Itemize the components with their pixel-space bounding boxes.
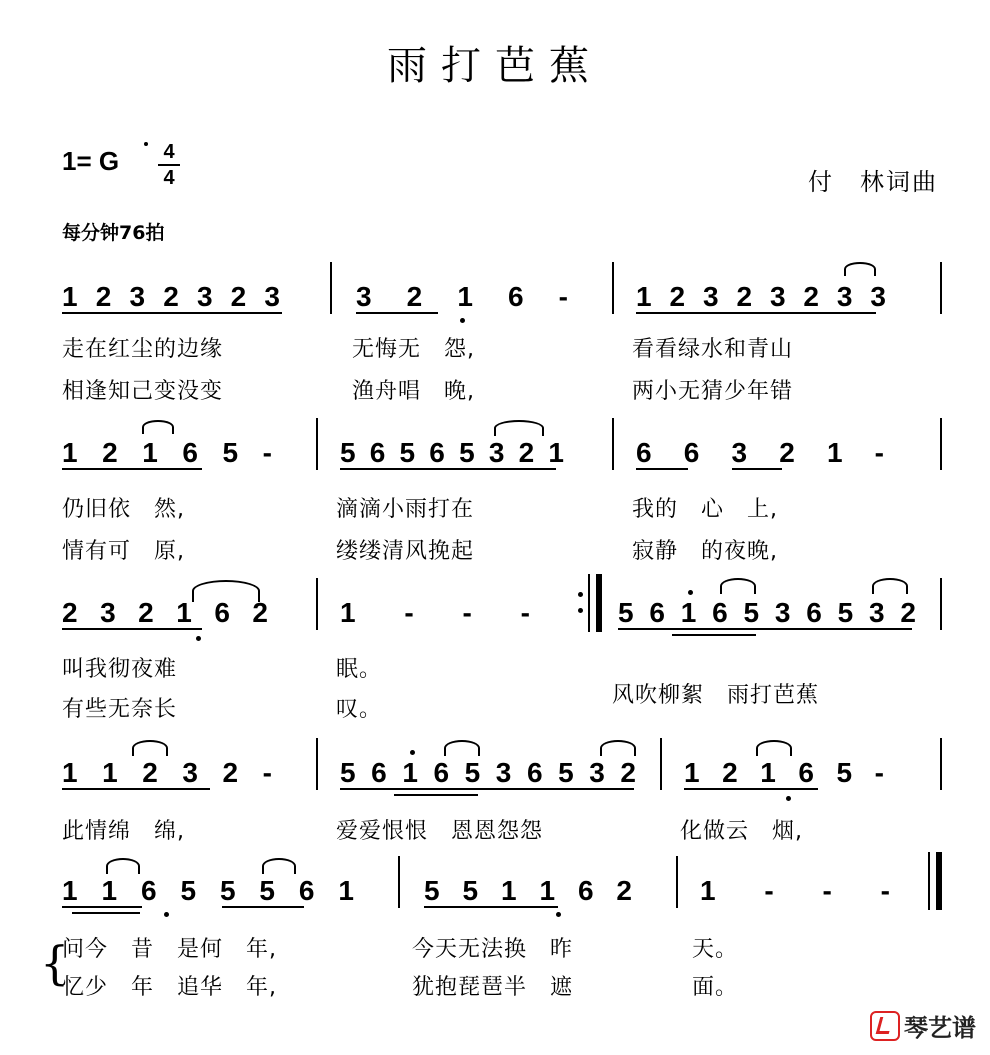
note: 1 [539, 875, 556, 906]
slur [444, 740, 480, 756]
logo-mark-icon [870, 1011, 900, 1041]
measure-3 [636, 280, 886, 314]
note: 2 [222, 757, 239, 788]
lyric-line: 走在红尘的边缘 [62, 337, 224, 362]
song-title: 雨打芭蕉 [387, 43, 603, 89]
score-row-3 [0, 596, 990, 636]
note: 2 [779, 437, 795, 468]
note: - [262, 757, 272, 788]
lyric-line: 看看绿水和青山 [632, 337, 794, 362]
note: 5 [222, 437, 239, 468]
note: 5 [836, 757, 853, 788]
lyric-line: 此情绵 绵, [62, 819, 185, 844]
note: 6 [369, 437, 386, 468]
barline [612, 418, 614, 470]
note: 5 [259, 875, 275, 906]
underline [222, 906, 304, 908]
barline [676, 856, 678, 908]
barline [660, 738, 662, 790]
lyric-line: 眠。 [336, 657, 383, 682]
note: 6 [433, 757, 450, 788]
measure-14 [424, 874, 632, 908]
lyric-line: 寂静 的夜晚, [632, 539, 778, 564]
barline [940, 418, 942, 470]
note: 2 [620, 757, 636, 788]
repeat-dot [578, 592, 583, 597]
note: 1 [340, 597, 356, 628]
lyric-line: 两小无猜少年错 [632, 379, 794, 404]
note: 3 [100, 597, 116, 628]
underline [340, 788, 634, 790]
underline [424, 906, 558, 908]
underline [618, 628, 912, 630]
note: 2 [736, 281, 753, 312]
note: 3 [264, 281, 280, 312]
lyric-line: 今天无法换 昨 [412, 937, 574, 962]
note: 5 [837, 597, 854, 628]
slur [600, 740, 636, 756]
note: 2 [669, 281, 686, 312]
barline [316, 738, 318, 790]
note: 1 [142, 437, 158, 468]
note: 6 [214, 597, 230, 628]
note: 2 [252, 597, 268, 628]
slur [142, 420, 174, 434]
note: 2 [142, 757, 158, 788]
note: - [462, 597, 472, 628]
repeat-barline-thin [588, 574, 590, 632]
note: 3 [495, 757, 512, 788]
lyric-line: 叹。 [336, 697, 383, 722]
lyric-line: 有些无奈长 [62, 697, 178, 722]
lyric-line: 犹抱琵琶半 遮 [412, 975, 574, 1000]
note: 1 [102, 757, 118, 788]
note: 3 [870, 281, 886, 312]
note: 3 [702, 281, 719, 312]
underline [684, 788, 818, 790]
note: 1 [62, 875, 78, 906]
note: 2 [95, 281, 112, 312]
final-barline-thin [928, 852, 930, 910]
note: 3 [129, 281, 146, 312]
note: 3 [731, 437, 748, 468]
note: 2 [722, 757, 738, 788]
underline [62, 906, 142, 908]
note: 5 [424, 875, 440, 906]
note: 2 [616, 875, 632, 906]
note: 3 [774, 597, 791, 628]
note: 1 [62, 281, 78, 312]
note: 2 [163, 281, 179, 312]
verse-brace: { [40, 936, 70, 990]
note: 5 [618, 597, 634, 628]
note: 1 [500, 875, 517, 906]
note: 1 [548, 437, 564, 468]
note: 5 [462, 875, 479, 906]
note: 1 [457, 281, 473, 312]
note: - [822, 875, 832, 906]
note: 6 [429, 437, 445, 468]
note: 5 [180, 875, 197, 906]
measure-9 [618, 596, 916, 630]
note: - [874, 437, 884, 468]
lyric-line: 化做云 烟, [680, 819, 803, 844]
lyric-line: 风吹柳絮 雨打芭蕉 [612, 683, 820, 708]
time-sig-bottom: 4 [163, 167, 175, 189]
octave-dot [786, 796, 791, 801]
lyric-line: 无悔无 怨, [352, 337, 475, 362]
note: 5 [558, 757, 574, 788]
lyric-line: 缕缕清风挽起 [336, 539, 475, 564]
note: 6 [577, 875, 594, 906]
underline [62, 628, 202, 630]
lyric-line: 我的 心 上, [632, 497, 778, 522]
barline [316, 418, 318, 470]
note: 1 [700, 875, 716, 906]
note: 6 [712, 597, 728, 628]
note: 3 [769, 281, 786, 312]
note: 2 [102, 437, 118, 468]
time-signature [158, 142, 180, 188]
note: 1 [636, 281, 652, 312]
octave-dot [556, 912, 561, 917]
slur [720, 578, 756, 594]
octave-dot [460, 318, 465, 323]
underline [636, 312, 876, 314]
slur [756, 740, 792, 756]
note: 2 [803, 281, 819, 312]
measure-15 [700, 874, 890, 908]
note: - [874, 757, 884, 788]
note: 3 [589, 757, 605, 788]
note: - [880, 875, 890, 906]
note: 1 [176, 597, 192, 628]
time-sig-top: 4 [163, 141, 175, 163]
underline [356, 312, 438, 314]
lyric-line: 忆少 年 追华 年, [62, 975, 277, 1000]
underline [62, 312, 282, 314]
underline [62, 468, 202, 470]
lyric-line: 叫我彻夜难 [62, 657, 178, 682]
note: 2 [62, 597, 78, 628]
score-row-4 [0, 756, 990, 796]
final-barline [936, 852, 942, 910]
note: - [764, 875, 774, 906]
note: 5 [459, 437, 475, 468]
note: 3 [196, 281, 213, 312]
note: 3 [182, 757, 198, 788]
note: - [520, 597, 530, 628]
measure-6 [636, 436, 884, 470]
lyric-line: 问今 昔 是何 年, [62, 937, 277, 962]
note: 6 [526, 757, 543, 788]
measure-2 [356, 280, 568, 314]
octave-dot [164, 912, 169, 917]
note: 5 [340, 757, 356, 788]
note: 6 [649, 597, 665, 628]
note: 2 [518, 437, 535, 468]
measure-5 [340, 436, 564, 470]
underline [672, 634, 756, 636]
tempo-marking: 每分钟76拍 [62, 222, 165, 244]
underline [394, 794, 478, 796]
note: 3 [356, 281, 372, 312]
barline [612, 262, 614, 314]
note: - [404, 597, 414, 628]
slur [106, 858, 140, 874]
measure-4 [62, 436, 272, 470]
note: 2 [138, 597, 154, 628]
barline [940, 738, 942, 790]
octave-dot [410, 750, 415, 755]
key-signature: 1= G [62, 146, 120, 176]
repeat-dot [578, 608, 583, 613]
composer-credit: 付 林词曲 [808, 168, 938, 196]
note: 6 [140, 875, 157, 906]
slur [844, 262, 876, 276]
note: 3 [869, 597, 885, 628]
underline [636, 468, 688, 470]
underline [340, 468, 556, 470]
note: 3 [488, 437, 505, 468]
note: 5 [743, 597, 760, 628]
barline [940, 262, 942, 314]
note: 1 [338, 875, 354, 906]
measure-8 [340, 596, 530, 630]
time-sig-line [158, 164, 180, 166]
note: 3 [836, 281, 853, 312]
note: 2 [230, 281, 247, 312]
barline [940, 578, 942, 630]
note: 1 [684, 757, 700, 788]
logo-text: 琴艺谱 [904, 1014, 976, 1042]
barline [330, 262, 332, 314]
note: 1 [62, 757, 78, 788]
slur [132, 740, 168, 756]
note: 2 [900, 597, 916, 628]
note: 6 [507, 281, 524, 312]
note: 6 [298, 875, 315, 906]
note: 1 [101, 875, 118, 906]
note: 6 [182, 437, 198, 468]
slur [192, 580, 260, 602]
note: 1 [826, 437, 843, 468]
underline [62, 788, 210, 790]
score-row-5 [0, 874, 990, 914]
slur [262, 858, 296, 874]
underline [732, 468, 782, 470]
note: 1 [680, 597, 697, 628]
note: 1 [62, 437, 78, 468]
slur [872, 578, 908, 594]
octave-dot [688, 590, 693, 595]
note: 2 [406, 281, 423, 312]
note: - [558, 281, 568, 312]
site-logo [870, 1008, 976, 1043]
note: 5 [399, 437, 416, 468]
score-row-1 [0, 280, 990, 320]
note: 1 [402, 757, 418, 788]
note: 5 [464, 757, 481, 788]
barline [316, 578, 318, 630]
note: 5 [219, 875, 236, 906]
measure-1 [62, 280, 280, 314]
note: 6 [683, 437, 700, 468]
note: 5 [340, 437, 356, 468]
barline [398, 856, 400, 908]
note: 1 [760, 757, 776, 788]
key-dot [144, 142, 148, 146]
lyric-line: 渔舟唱 晚, [352, 379, 475, 404]
repeat-barline [596, 574, 602, 632]
note: - [262, 437, 272, 468]
measure-13 [62, 874, 354, 908]
lyric-line: 滴滴小雨打在 [336, 497, 475, 522]
slur [494, 420, 544, 436]
measure-12 [684, 756, 884, 790]
measure-11 [340, 756, 636, 790]
measure-10 [62, 756, 272, 790]
lyric-line: 面。 [692, 975, 739, 1000]
lyric-line: 爱爱恨恨 恩恩怨怨 [336, 819, 544, 844]
lyric-line: 相逢知己变没变 [62, 379, 224, 404]
note: 6 [798, 757, 814, 788]
note: 6 [371, 757, 387, 788]
score-row-2 [0, 436, 990, 476]
octave-dot [196, 636, 201, 641]
underline [72, 912, 140, 914]
lyric-line: 情有可 原, [62, 539, 185, 564]
note: 6 [806, 597, 822, 628]
lyric-line: 天。 [692, 937, 739, 962]
note: 6 [636, 437, 652, 468]
lyric-line: 仍旧依 然, [62, 497, 185, 522]
